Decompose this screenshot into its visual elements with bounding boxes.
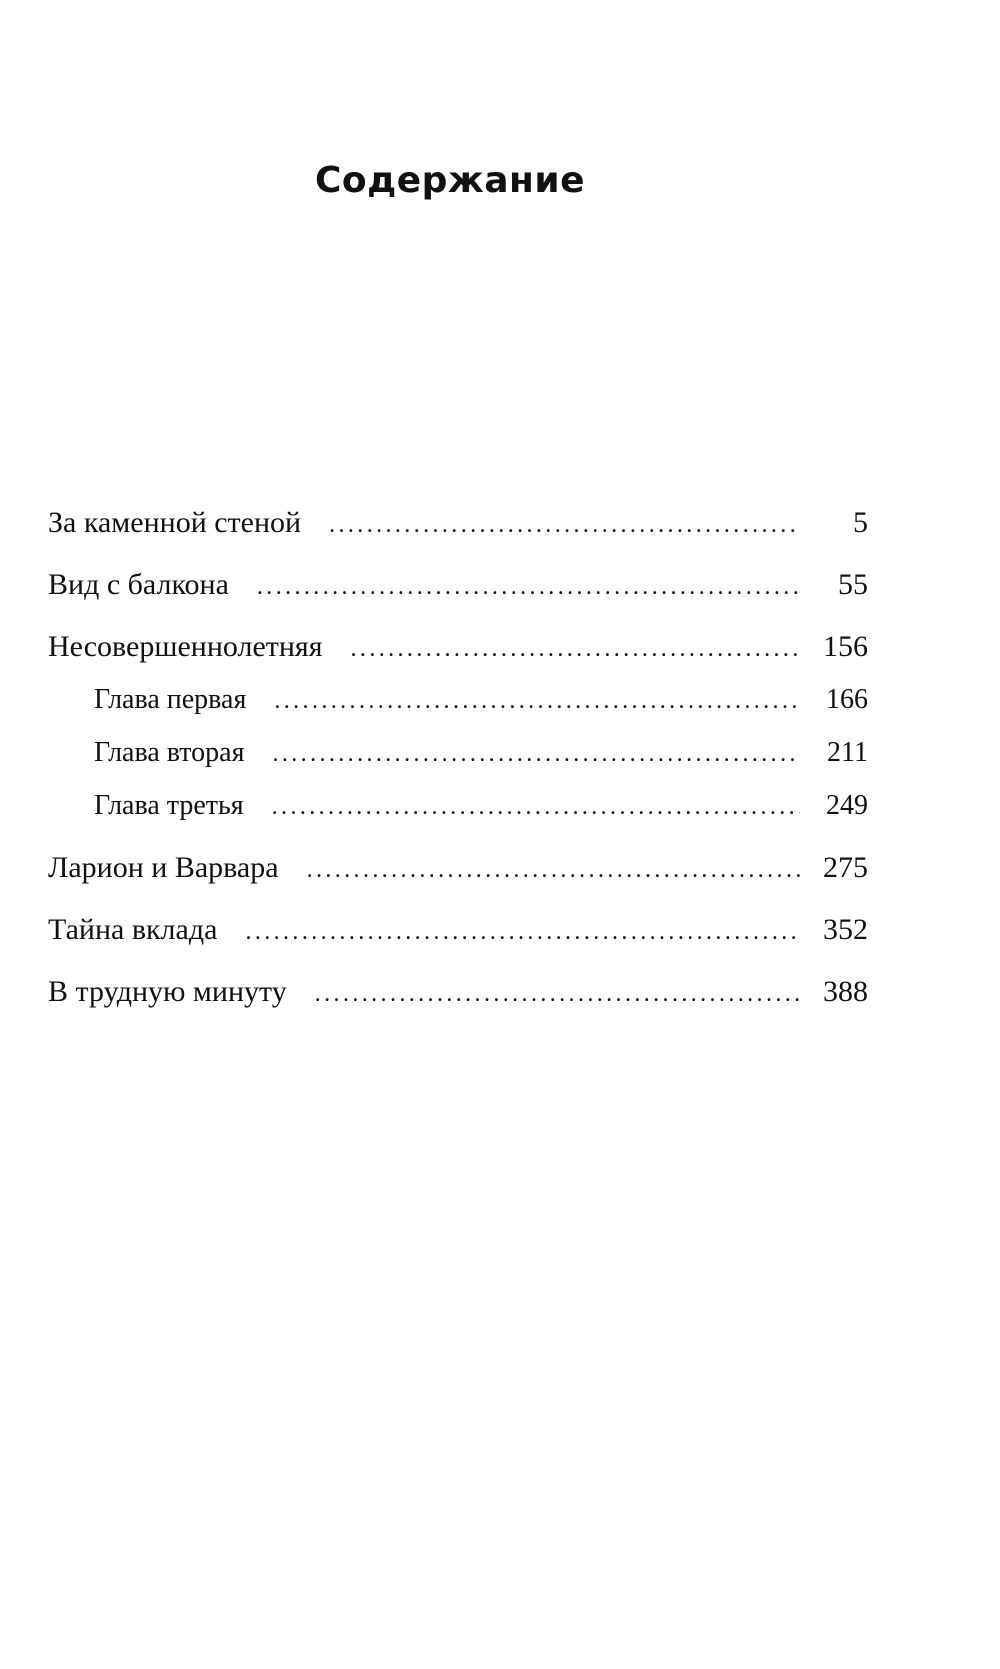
toc-subentry-title: Глава третья — [94, 790, 244, 821]
toc-entry-page: 5 — [853, 506, 868, 539]
table-of-contents — [48, 506, 868, 1037]
toc-entry — [48, 568, 868, 630]
dot-leader — [245, 919, 800, 946]
toc-subentry — [48, 684, 868, 737]
toc-entry-title: За каменной стеной — [48, 506, 302, 539]
dot-leader — [307, 857, 800, 884]
toc-entry — [48, 506, 868, 568]
toc-subentry — [48, 790, 868, 843]
toc-entry-title: Тайна вклада — [48, 913, 218, 946]
toc-subentry-page: 211 — [827, 737, 868, 768]
toc-subentry-title: Глава вторая — [94, 737, 245, 768]
toc-subentry-page: 249 — [826, 790, 868, 821]
toc-entry-title: Несовершеннолетняя — [48, 630, 323, 663]
toc-entry-page: 156 — [823, 630, 868, 663]
toc-entry — [48, 630, 868, 692]
toc-entry — [48, 913, 868, 975]
toc-entry-page: 275 — [823, 851, 868, 884]
toc-subentry-page: 166 — [826, 684, 868, 715]
toc-entry-title: Вид с балкона — [48, 568, 229, 601]
dot-leader — [272, 794, 800, 821]
toc-entry-title: В трудную минуту — [48, 975, 287, 1008]
toc-entry — [48, 851, 868, 913]
dot-leader — [272, 741, 800, 768]
toc-subentry — [48, 737, 868, 790]
dot-leader — [351, 636, 800, 663]
toc-entry-page: 55 — [838, 568, 868, 601]
dot-leader — [257, 574, 800, 601]
toc-entry-page: 388 — [823, 975, 868, 1008]
dot-leader — [274, 688, 800, 715]
dot-leader — [329, 512, 800, 539]
toc-entry-title: Ларион и Варвара — [48, 851, 279, 884]
toc-entry-page: 352 — [823, 913, 868, 946]
toc-entry — [48, 975, 868, 1037]
toc-subentry-title: Глава первая — [94, 684, 247, 715]
dot-leader — [315, 981, 800, 1008]
page-title: Содержание — [314, 160, 586, 201]
